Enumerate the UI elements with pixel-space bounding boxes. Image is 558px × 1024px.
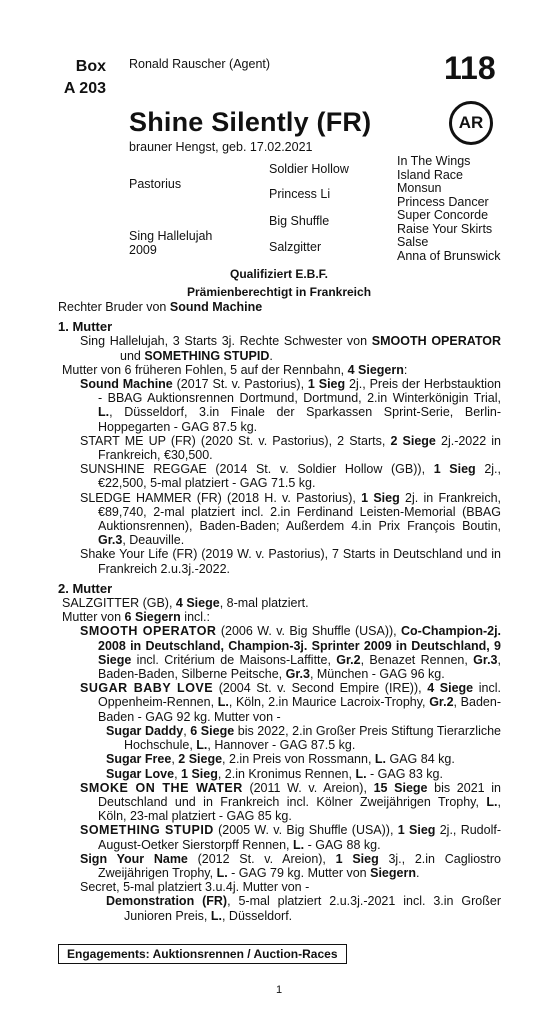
produce-entry: Shake Your Life (FR) (2019 W. v. Pastorius), 7 Starts in Deutschland und in Frankreich 2.u.3j.-2022. bbox=[80, 547, 501, 576]
pedigree-dam-sire: Big Shuffle bbox=[269, 214, 330, 228]
lot-number: 118 bbox=[444, 50, 496, 86]
pedigree-gen3-item: Raise Your Skirts bbox=[397, 221, 493, 236]
qualified-note: Qualifiziert E.B.F. bbox=[229, 267, 328, 281]
produce-entry: SLEDGE HAMMER (FR) (2018 H. v. Pastorius), 1 Sieg 2j. in Frankreich, €89,740, 2-mal platziert incl. 2.in Ferdinand Leisten-Memorial (BBAG Auktionsrennen), Baden-Baden; Außerdem 4.in Prix François Boutin, Gr.3, Deauville. bbox=[80, 490, 501, 548]
intro-line: Rechter Bruder von Sound Machine bbox=[58, 300, 263, 314]
second-dam-line: SALZGITTER (GB), 4 Siege, 8-mal platziert. bbox=[62, 596, 309, 611]
second-dam-produce-line: Mutter von 6 Siegern incl.: bbox=[62, 610, 210, 625]
pedigree-third-generation bbox=[397, 155, 501, 263]
box-label bbox=[58, 56, 106, 100]
produce-entry: Sign Your Name (2012 St. v. Areion), 1 Sieg 3j., 2.in Cagliostro Zweijährigen Trophy, L. - GAG 79 kg. Mutter von Siegern. bbox=[80, 851, 501, 880]
pedigree-dam-year: 2009 bbox=[129, 242, 157, 257]
box-label-line-2: A 203 bbox=[63, 80, 106, 97]
produce-entry: SUNSHINE REGGAE (2014 St. v. Soldier Hollow (GB)), 1 Sieg 2j., €22,500, 5-mal platziert - GAG 71.5 kg. bbox=[80, 462, 502, 491]
box-label-line-1: Box bbox=[75, 58, 106, 75]
pedigree-dam-name: Sing Hallelujah bbox=[129, 229, 213, 243]
horse-description: brauner Hengst, geb. 17.02.2021 bbox=[129, 140, 313, 154]
pedigree-gen3-item: Princess Dancer bbox=[397, 194, 489, 209]
produce-entry: SOMETHING STUPID (2005 W. v. Big Shuffle (USA)), 1 Sieg 2j., Rudolf-August-Oetker Sierstorpff Rennen, L. - GAG 88 kg. bbox=[80, 823, 501, 852]
produce-entry: START ME UP (FR) (2020 St. v. Pastorius), 2 Starts, 2 Siege 2j.-2022 in Frankreich, €30,500. bbox=[80, 433, 501, 463]
produce-entry: SMOKE ON THE WATER (2011 W. v. Areion), 15 Siege bis 2021 in Deutschland und in Frankreich incl. Kölner Zweijährigen Trophy, L., Köln, 23-mal platziert - GAG 85 kg. bbox=[80, 780, 501, 824]
ar-badge: AR bbox=[449, 101, 493, 145]
produce-entry: Secret, 5-mal platziert 3.u.4j. Mutter von - bbox=[80, 880, 310, 895]
brother-name: Sound Machine bbox=[169, 300, 263, 314]
pedigree-sire-dam: Princess Li bbox=[269, 187, 331, 201]
pedigree-gen3-item: In The Wings bbox=[397, 154, 471, 168]
produce-entry: SUGAR BABY LOVE (2004 St. v. Second Empire (IRE)), 4 Siege incl. Oppenheim-Rennen, L., Köln, 2.in Maurice Lacroix-Trophy, Gr.2, Baden-Baden - GAG 92 kg. Mutter von - bbox=[80, 681, 501, 724]
produce-entry: Sound Machine (2017 St. v. Pastorius), 1 Sieg 2j., Preis der Herbstauktion - BBAG Auktionsrennen Dortmund, Dortmund, 2.in Winterkönigin Trial, L., Düsseldorf, 3.in Finale der Sparkassen Sprint-Serie, Berlin-Hoppegarten - GAG 87.5 kg. bbox=[80, 377, 501, 434]
second-dam-heading: 2. Mutter bbox=[58, 580, 113, 596]
pedigree-gen3-item: Super Concorde bbox=[397, 208, 489, 222]
pedigree-gen3-item: Island Race bbox=[397, 167, 464, 182]
produce-subentry: Sugar Love, 1 Sieg, 2.in Kronimus Rennen, L. - GAG 83 kg. bbox=[106, 766, 443, 781]
page-number: 1 bbox=[275, 984, 283, 996]
catalogue-body bbox=[58, 300, 501, 923]
agent-name: Ronald Rauscher (Agent) bbox=[129, 57, 271, 71]
first-dam-line: Sing Hallelujah, 3 Starts 3j. Rechte Schwester von SMOOTH OPERATOR und SOMETHING STUPID. bbox=[80, 334, 502, 363]
pedigree-gen3-item: Salse bbox=[397, 235, 429, 249]
produce-subentry: Demonstration (FR), 5-mal platziert 2.u.3j.-2021 incl. 3.in Großer Junioren Preis, L., Düsseldorf. bbox=[106, 894, 501, 923]
pedigree-dam bbox=[129, 230, 212, 257]
produce-subentry: Sugar Free, 2 Siege, 2.in Preis von Rossmann, L. GAG 84 kg. bbox=[106, 752, 455, 767]
pedigree-gen3-item: Monsun bbox=[397, 181, 442, 195]
produce-entry: SMOOTH OPERATOR (2006 W. v. Big Shuffle (USA)), Co-Champion-2j. 2008 in Deutschland, Champion-3j. Sprinter 2009 in Deutschland, 9 Siege incl. Critérium de Maisons-Laffitte, Gr.2, Benazet Rennen, Gr.3, Baden-Baden, Silberne Peitsche, Gr.3, München - GAG 96 kg. bbox=[80, 624, 502, 682]
first-dam-produce-line: Mutter von 6 früheren Fohlen, 5 auf der Rennbahn, 4 Siegern: bbox=[62, 362, 408, 377]
produce-subentry: Sugar Daddy, 6 Siege bis 2022, 2.in Großer Preis Stiftung Tierarzliche Hochschule, L., Hannover - GAG 87.5 kg. bbox=[106, 723, 502, 753]
pedigree-gen3-item: Anna of Brunswick bbox=[397, 248, 501, 263]
pedigree-sire: Pastorius bbox=[129, 177, 182, 191]
horse-name: Shine Silently (FR) bbox=[129, 107, 372, 137]
pedigree-dam-dam: Salzgitter bbox=[269, 240, 322, 254]
first-dam-heading: 1. Mutter bbox=[58, 319, 113, 335]
engagements-box: Engagements: Auktionsrennen / Auction-Races bbox=[58, 944, 347, 964]
premium-note: Prämienberechtigt in Frankreich bbox=[186, 285, 372, 299]
pedigree-sire-sire: Soldier Hollow bbox=[269, 162, 349, 176]
